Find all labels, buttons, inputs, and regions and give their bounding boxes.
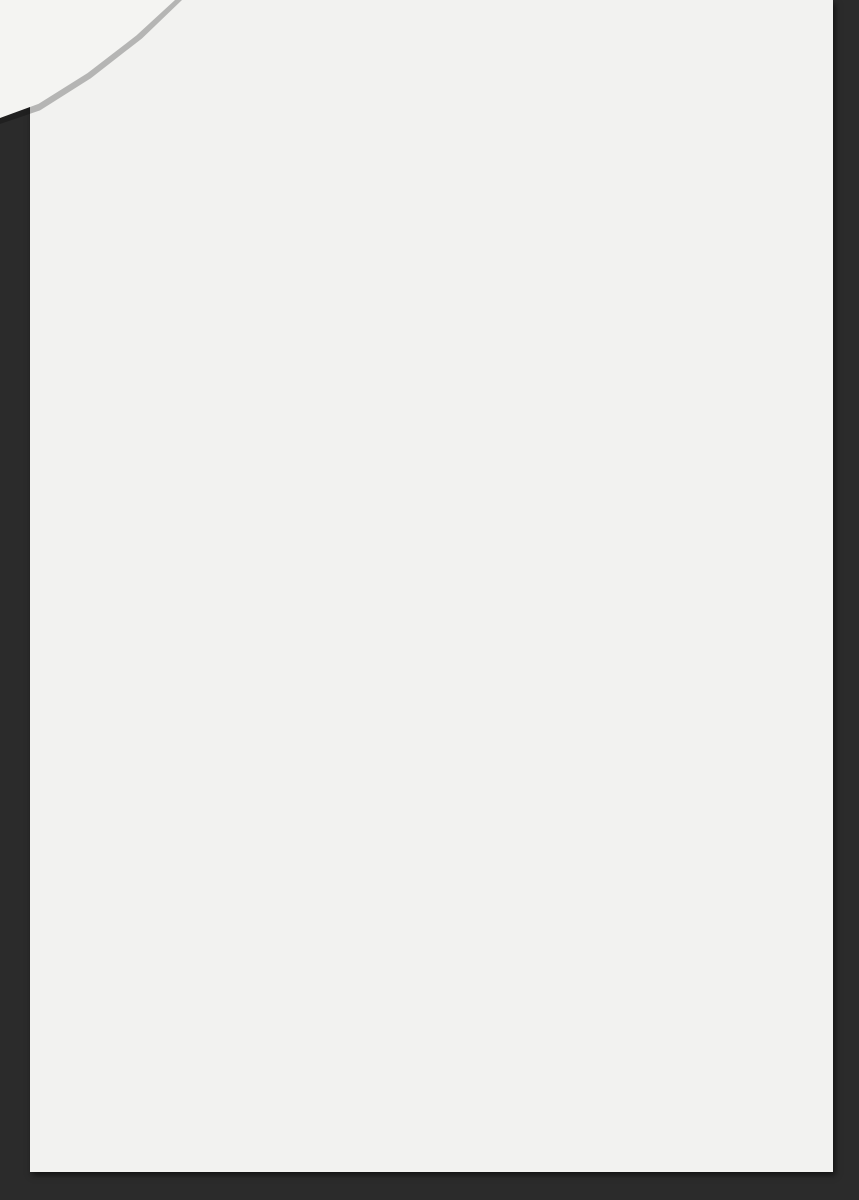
- typewritten-page: [30, 0, 833, 1172]
